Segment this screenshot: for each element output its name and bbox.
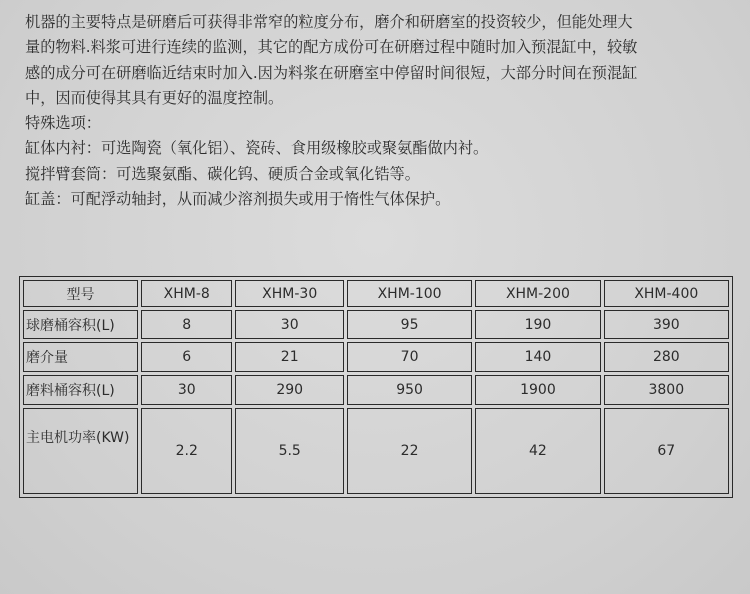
row-label: 球磨桶容积(L) xyxy=(23,310,138,339)
table-cell: 42 xyxy=(475,408,600,494)
option-line-sleeve: 搅拌臂套筒：可选聚氨酯、碳化钨、硬质合金或氧化锆等。 xyxy=(25,164,420,183)
table-cell: 5.5 xyxy=(235,408,343,494)
table-row xyxy=(23,408,729,494)
table-cell: 1900 xyxy=(475,375,600,406)
option-line-lining: 缸体内衬：可选陶瓷（氧化铝）、瓷砖、食用级橡胶或聚氨酯做内衬。 xyxy=(25,139,489,158)
table-row xyxy=(23,342,729,372)
description-text xyxy=(25,10,740,212)
spec-table xyxy=(19,276,733,498)
table-cell: 3800 xyxy=(604,375,729,406)
table-cell: 290 xyxy=(235,375,343,406)
table-cell: 2.2 xyxy=(141,408,232,494)
table-cell: 95 xyxy=(347,310,472,339)
special-options-heading: 特殊选项： xyxy=(25,114,101,133)
row-label: 磨料桶容积(L) xyxy=(23,375,138,406)
table-cell: 280 xyxy=(604,342,729,372)
header-cell: XHM-400 xyxy=(604,280,729,307)
header-cell: XHM-100 xyxy=(347,280,472,307)
header-cell: XHM-30 xyxy=(235,280,343,307)
table-cell: 950 xyxy=(347,375,472,406)
paragraph-line: 中，因而使得其具有更好的温度控制。 xyxy=(25,88,284,107)
table-row xyxy=(23,375,729,406)
table-cell: 390 xyxy=(604,310,729,339)
paragraph-line: 机器的主要特点是研磨后可获得非常窄的粒度分布，磨介和研磨室的投资较少，但能处理大 xyxy=(25,13,633,31)
paragraph-line: 感的成分可在研磨临近结束时加入.因为料浆在研磨室中停留时间很短，大部分时间在预混缸 xyxy=(25,63,638,82)
table-cell: 21 xyxy=(235,342,343,372)
spec-table-wrapper xyxy=(19,276,733,498)
paragraph-line: 量的物料.料浆可进行连续的监测，其它的配方成份可在研磨过程中随时加入预混缸中，较敏 xyxy=(25,38,638,57)
table-cell: 70 xyxy=(347,342,472,372)
header-cell: XHM-200 xyxy=(475,280,600,307)
table-cell: 67 xyxy=(604,408,729,494)
table-header-row xyxy=(23,280,729,307)
row-label: 主电机功率(KW) xyxy=(23,408,138,494)
table-cell: 22 xyxy=(347,408,472,494)
header-cell-model: 型号 xyxy=(23,280,138,307)
table-cell: 140 xyxy=(475,342,600,372)
header-cell: XHM-8 xyxy=(141,280,232,307)
option-line-lid: 缸盖：可配浮动轴封，从而减少溶剂损失或用于惰性气体保护。 xyxy=(25,190,451,209)
table-row xyxy=(23,310,729,339)
table-cell: 30 xyxy=(141,375,232,406)
table-cell: 8 xyxy=(141,310,232,339)
table-cell: 190 xyxy=(475,310,600,339)
table-cell: 30 xyxy=(235,310,343,339)
table-cell: 6 xyxy=(141,342,232,372)
row-label: 磨介量 xyxy=(23,342,138,372)
